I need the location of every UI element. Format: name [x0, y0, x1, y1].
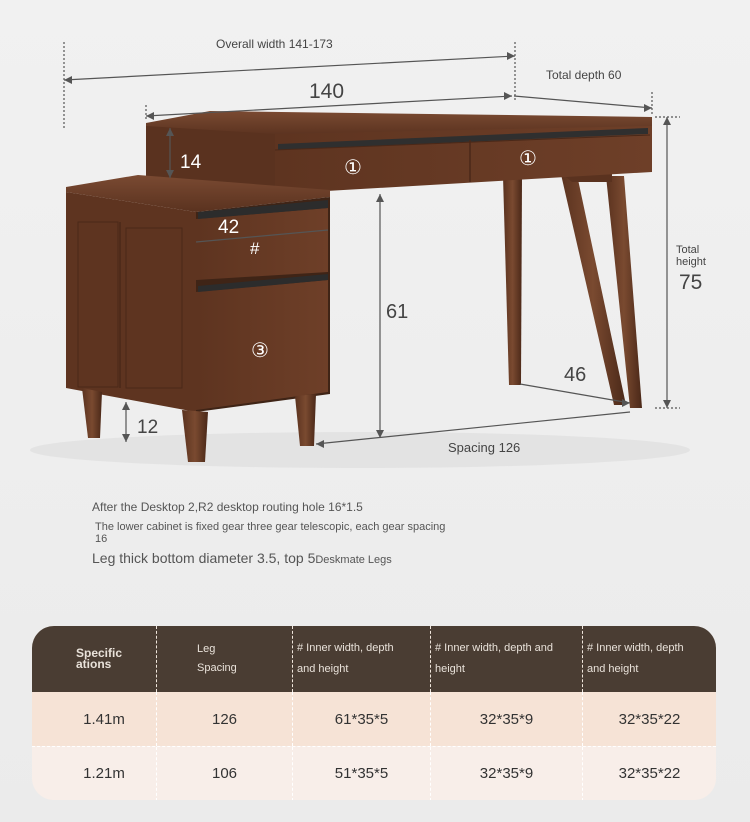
table-cell: 32*35*22	[618, 765, 681, 782]
header-cabinet-lower-drawer	[583, 626, 716, 692]
header-specifications	[32, 626, 157, 692]
hash-mark: #	[250, 239, 260, 258]
note-leg-small: Deskmate Legs	[315, 554, 392, 566]
cabinet-marker-lower: ③	[251, 340, 269, 362]
leg-height-label: 61	[386, 301, 409, 323]
header-c5-line1: # Inner width, depth	[587, 642, 684, 654]
spec-table-header	[32, 626, 716, 692]
table-row	[32, 692, 716, 746]
spacing-label: Spacing 126	[448, 440, 521, 455]
desk-leg	[503, 176, 522, 385]
header-c4-line2: height	[435, 663, 465, 675]
table-cell: 32*35*22	[618, 710, 681, 728]
header-desk-drawer	[293, 626, 431, 692]
table-cell: 1.41m	[32, 692, 157, 746]
header-c3-line1: # Inner width, depth	[297, 642, 394, 654]
note-leg-thickness	[92, 550, 512, 566]
header-c1-line2: ations	[76, 657, 112, 671]
leg-depth-label: 46	[564, 364, 587, 386]
overall-width-label: Overall width 141-173	[216, 37, 333, 51]
notes-block	[92, 500, 512, 566]
drawer-marker-right: ①	[519, 148, 537, 170]
header-c3-line2: and height	[297, 663, 349, 675]
note-routing-hole: After the Desktop 2,R2 desktop routing hole 16*1.5	[92, 500, 363, 514]
total-depth-label: Total depth 60	[546, 68, 622, 82]
header-c4-line1: # Inner width, depth and	[435, 642, 554, 654]
cabinet-drawer-top	[196, 208, 328, 280]
table-cell: 32*35*9	[431, 692, 583, 746]
header-c2-line1: Leg	[197, 643, 216, 655]
cabinet-width-label: 42	[218, 217, 240, 238]
floor-shadow	[30, 432, 690, 468]
table-cell: 106	[157, 747, 293, 801]
header-c5-line2: and height	[587, 663, 639, 675]
table-cell: 61*35*5	[293, 692, 431, 746]
total-height-label-2: height	[676, 256, 706, 268]
desk-width-label: 140	[309, 80, 345, 103]
header-cabinet-top-drawer	[431, 626, 583, 692]
table-cell: 32*35*9	[431, 747, 583, 801]
total-height-label-1: Total	[676, 244, 700, 256]
cabinet-leg	[82, 388, 102, 438]
header-leg-spacing	[157, 626, 293, 692]
cabinet-leg-height-label: 12	[137, 417, 159, 438]
header-c1-line1: Specific	[76, 646, 123, 660]
note-cabinet-gear: The lower cabinet is fixed gear three gear telescopic, each gear spacing 16	[95, 521, 446, 545]
note-leg-main: Leg thick bottom diameter 3.5, top 5	[92, 550, 316, 566]
drawer-marker-left: ①	[344, 157, 362, 179]
table-cell: 1.21m	[32, 747, 157, 801]
table-cell: 51*35*5	[293, 747, 431, 801]
spec-table	[32, 626, 716, 800]
total-height-value: 75	[679, 271, 703, 294]
top-thickness-label: 14	[180, 152, 202, 173]
table-cell: 126	[157, 692, 293, 746]
cabinet-side	[66, 192, 196, 412]
header-c2-line2: Spacing	[197, 662, 237, 674]
table-row	[32, 746, 716, 800]
